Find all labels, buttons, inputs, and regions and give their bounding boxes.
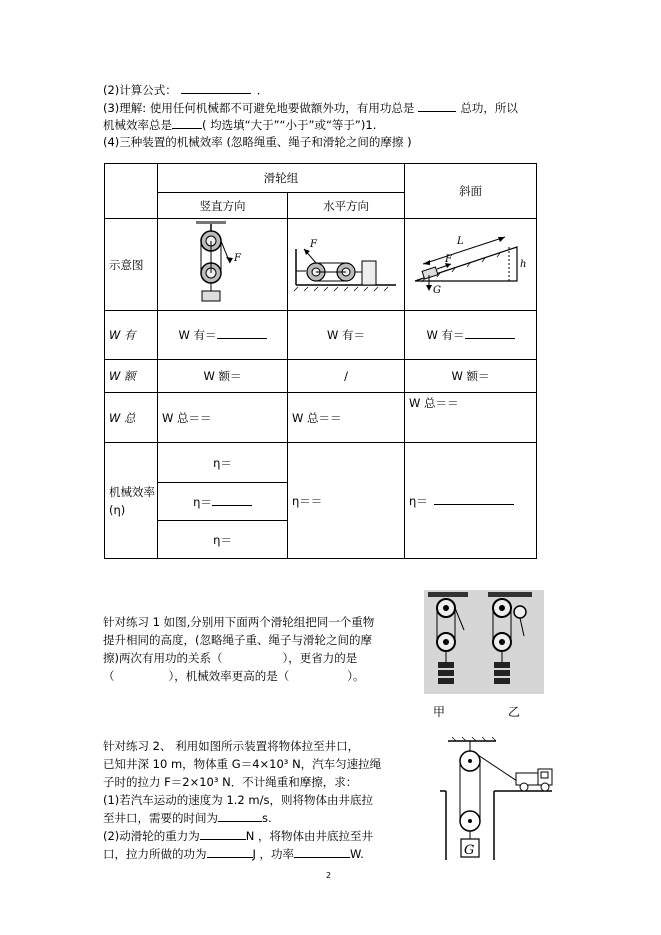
height-label: h [520,259,527,270]
answer-blank[interactable] [465,327,515,339]
incline-figure [405,219,537,311]
ex2-line-7 [103,845,364,863]
vertical-pulley-figure [158,219,288,311]
useful-work-vertical [158,311,288,360]
incline-diagram [405,219,536,307]
ex2-text: W. [350,847,364,861]
formula-label: (2)计算公式： [103,83,177,97]
useful-work-label: W 有＝ [326,328,366,342]
ex1-text: ）。 [347,669,365,683]
three-devices-text: (4)三种装置的机械效率 (忽略绳重、绳子和滑轮之间的摩擦 ) [103,135,412,149]
force-label: F [234,253,241,264]
efficiency-hint: ( 均选填“大于”“小于”或“等于”)1. [202,118,377,132]
ex2-line-5 [103,809,272,827]
eff-horizontal: η＝＝ [288,443,405,559]
page-number: 2 [326,871,332,880]
extra-work-horizontal: / [288,360,405,393]
eff-vertical-3: η＝ [158,521,288,559]
answer-blank[interactable] [207,846,253,858]
three-devices-line [103,135,412,149]
label-jia: 甲 [433,705,446,719]
row-label-useful-work: W 有 [105,311,158,360]
answer-blank[interactable] [172,117,202,129]
efficiency-table [104,163,537,559]
extra-work-incline: W 额＝ [405,360,537,393]
ex1-line-2: 提升相同的高度，(忽略绳子重、绳子与滑轮之间的摩 [103,633,372,647]
vertical-pulley-diagram [158,219,287,307]
understanding-text: (3)理解: 使用任何机械都不可避免地要做额外功，有用功总是 [103,101,415,115]
total-work-incline: W 总＝＝ [405,393,537,443]
ex2-text: 口，拉力所做的功为 [103,847,207,861]
formula-line [103,82,268,97]
formula-end: ． [256,83,269,97]
force-label: F [445,254,452,265]
answer-blank[interactable] [218,810,262,822]
well-truck-figure [440,735,558,860]
eff-incline [405,443,537,559]
horizontal-header: 水平方向 [288,193,405,219]
row-label-diagram: 示意图 [105,219,158,311]
gravity-label: G [464,843,475,858]
efficiency-text: 机械效率总是 [103,118,172,132]
ex1-text: （ [103,669,115,683]
row-label-efficiency: 机械效率(η) [105,443,158,559]
ex1-text: 擦)两次有用功的关系（ [103,651,223,665]
ex1-line-3 [103,649,357,667]
total-work-horizontal: W 总＝＝ [288,393,405,443]
answer-blank[interactable] [434,493,514,505]
answer-blank[interactable] [418,100,456,112]
gravity-label: G [433,285,441,296]
ex2-text: 至井口，需要的时间为 [103,811,218,825]
horizontal-pulley-figure [288,219,405,311]
horizontal-pulley-diagram [288,219,404,307]
ex2-text: N ，将物体由井底拉至井 [245,829,374,843]
answer-blank[interactable] [294,846,350,858]
ex2-line-6 [103,827,373,845]
force-label: F [310,239,317,250]
row-label-extra-work: W 额 [105,360,158,393]
eff-vertical-2 [158,483,288,521]
understanding-text-end: 总功，所以 [460,101,518,115]
ex2-text: (2)动滑轮的重力为 [103,829,200,843]
eff-incline-label: η＝ [409,493,428,508]
useful-work-label: W 有＝ [426,328,465,342]
answer-blank[interactable] [212,494,252,506]
ex1-line-4 [103,667,365,685]
vertical-header: 竖直方向 [158,193,288,219]
ex2-line-2: 已知井深 10 m，物体重 G＝4×10³ N，汽车匀速拉绳 [103,757,382,771]
ex1-text: ），机械效率更高的是（ [168,669,290,683]
row-label-total-work: W 总 [105,393,158,443]
eff-vertical-1: η＝ [158,443,288,483]
length-label: L [457,236,464,247]
understanding-line-1 [103,100,518,115]
total-work-vertical: W 总＝＝ [158,393,288,443]
ex2-text: J ，功率 [252,847,295,861]
eff-label: η＝ [193,494,212,509]
answer-blank[interactable] [200,828,246,840]
ex2-line-3: 子时的拉力 F＝2×10³ N．不计绳重和摩擦，求： [103,775,358,789]
ex2-text: s. [262,811,272,825]
extra-work-vertical: W 额＝ [158,360,288,393]
label-yi: 乙 [508,705,521,719]
answer-blank[interactable] [181,82,251,94]
two-pulley-groups-figure [424,590,544,694]
incline-header: 斜面 [405,164,537,219]
understanding-line-2 [103,117,376,132]
ex1-line-1: 针对练习 1 如图,分别用下面两个滑轮组把同一个重物 [103,615,375,629]
ex2-line-1: 针对练习 2、 利用如图所示装置将物体拉至井口， [103,739,360,753]
useful-work-label: W 有＝ [178,328,217,342]
corner-cell [105,164,158,219]
answer-blank[interactable] [217,327,267,339]
pulley-group-header: 滑轮组 [158,164,405,193]
ex2-line-4: (1)若汽车运动的速度为 1.2 m/s，则将物体由井底拉 [103,793,373,807]
ex1-text: ），更省力的是 [282,651,358,665]
useful-work-incline [405,311,537,360]
useful-work-horizontal [288,311,405,360]
